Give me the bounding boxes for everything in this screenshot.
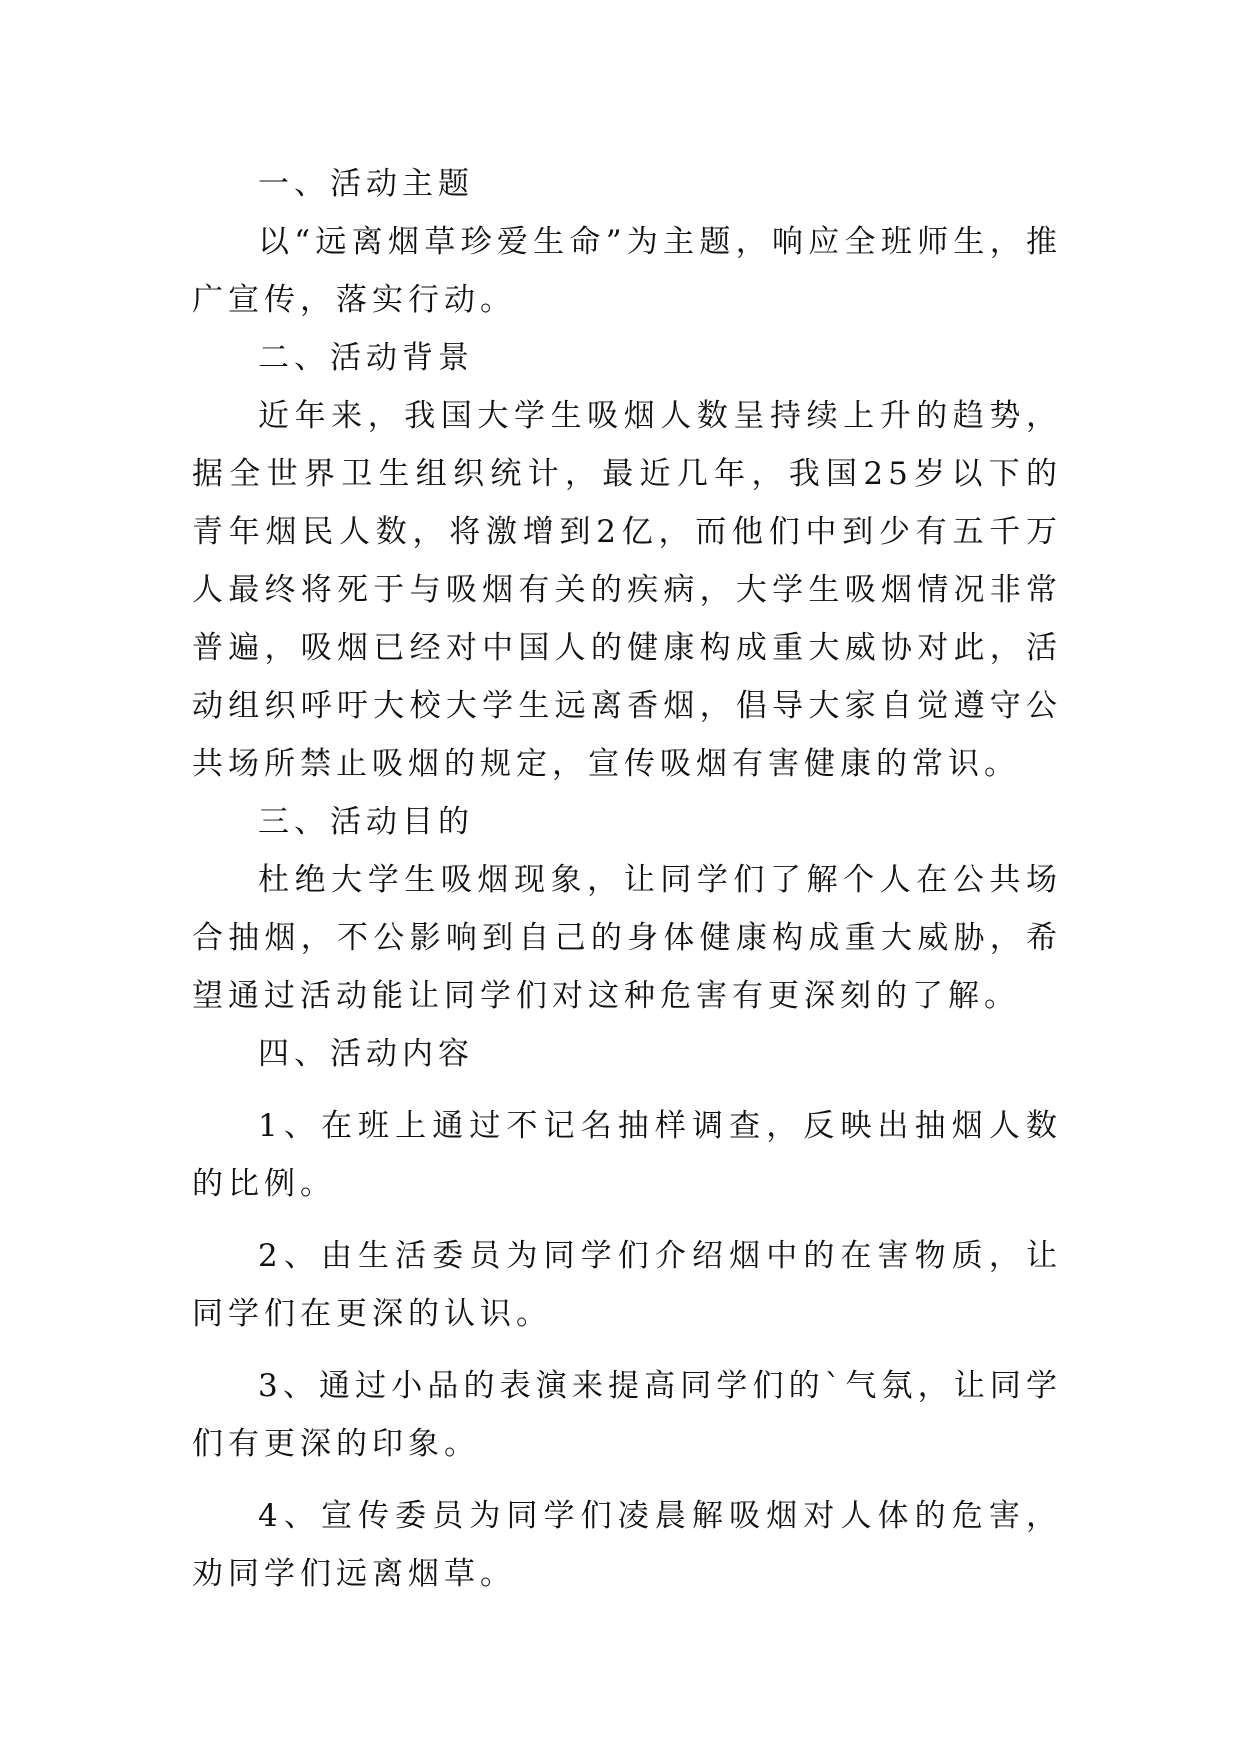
- document-body: [192, 155, 1062, 1603]
- section-text-background: 近年来，我国大学生吸烟人数呈持续上升的趋势，据全世界卫生组织统计，最近几年，我国25岁以下的青年烟民人数，将激增到2亿，而他们中到少有五千万人最终将死于与吸烟有关的疾病，大学生吸烟情况非常普遍，吸烟已经对中国人的健康构成重大威协对此，活动组织呼吁大校大学生远离香烟，倡导大家自觉遵守公共场所禁止吸烟的规定，宣传吸烟有害健康的常识。: [192, 398, 1062, 782]
- section-heading-purpose: 三、活动目的: [258, 804, 474, 840]
- content-item-3: 3、通过小品的表演来提高同学们的`气氛，让同学们有更深的印象。: [192, 1368, 1062, 1462]
- section-text-purpose: 杜绝大学生吸烟现象，让同学们了解个人在公共场合抽烟，不公影响到自己的身体健康构成重大威胁，希望通过活动能让同学们对这种危害有更深刻的了解。: [192, 862, 1062, 1014]
- section-heading-theme: 一、活动主题: [258, 166, 474, 202]
- section-text-theme: 以“远离烟草珍爱生命”为主题，响应全班师生，推广宣传，落实行动。: [192, 224, 1062, 318]
- content-item-4: 4、宣传委员为同学们凌晨解吸烟对人体的危害，劝同学们远离烟草。: [192, 1498, 1062, 1592]
- section-heading-content: 四、活动内容: [258, 1036, 474, 1072]
- section-heading-background: 二、活动背景: [258, 340, 474, 376]
- content-item-2: 2、由生活委员为同学们介绍烟中的在害物质，让同学们在更深的认识。: [192, 1238, 1062, 1332]
- content-item-1: 1、在班上通过不记名抽样调查，反映出抽烟人数的比例。: [192, 1108, 1062, 1202]
